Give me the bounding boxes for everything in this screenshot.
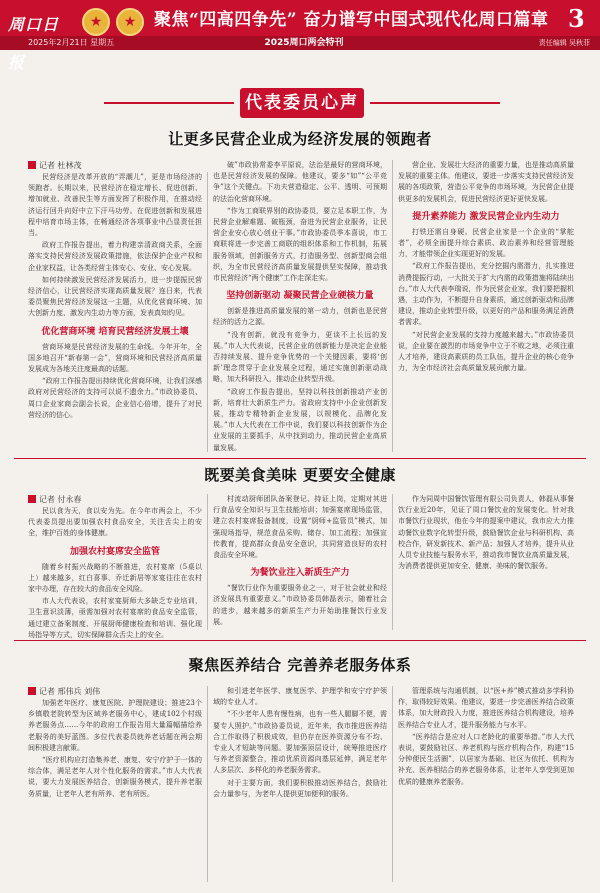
article1-paragraph: “政府工作报告提出，坚持以科技创新推动产业创新，培育壮大新质生产力。省政府支持中小企业创新发展，推动专精特新企业发展，以规模化、品牌化发展。”市人大代表在工作中说，我们要以科技创新作为企业发展的主要抓手，从中找到动力，推动民营企业高质量发展。 xyxy=(213,387,387,452)
article1-subhead-3: 提升素养能力 激发民营企业内生动力 xyxy=(412,211,560,222)
article3-headline: 聚焦医养结合 完善养老服务体系 xyxy=(188,656,412,674)
article1-paragraph: 政府工作报告提出，着力构建亲清政商关系，全面落实支持民营经济发展政策措施，依法保护企业产权和企业家权益，让各类经营主体安心、安业、安心发展。 xyxy=(28,241,202,272)
article3-byline xyxy=(28,686,100,697)
article2-byline xyxy=(28,494,82,505)
article2-byline-text: 记者 付永春 xyxy=(39,495,82,504)
article1-byline-text: 记者 杜林茂 xyxy=(39,161,82,170)
banner-rule-right xyxy=(370,102,500,104)
article1-paragraph: “政府工作报告提出，充分挖掘内需潜力，扎实推进消费提振行动，一大批关于扩大内需的政策措施将陆续出台。”市人大代表李瑞说，作为民营企业家，我们要把握机遇，主动作为，不断提升自身素质，通过创新驱动和品牌建设，推动企业转型升级，以更好的产品和服务满足消费者需求。 xyxy=(398,262,574,327)
article1-subhead-2: 坚持创新驱动 凝聚民营企业硬核力量 xyxy=(226,291,374,302)
article2-column-1 xyxy=(28,506,202,639)
article2-paragraph: “餐饮行业作为重要服务业之一，对于社会就业和经济发展具有重要意义。”市政协委员韩磊表示，随着社会的进步，越来越多的新质生产力开始助推餐饮行业发展。 xyxy=(213,584,387,626)
article1-column-3 xyxy=(398,160,574,375)
section-divider xyxy=(14,640,586,641)
article1-paragraph: “政府工作报告提出持续优化营商环境，让我们深感政府对民营经济的支持可以说不遗余力。”市政协委员、周口企业家商会副会长说，企业信心倍增，提升了对民营经济的信心。 xyxy=(28,377,202,419)
banner-label: 代表委员心声 xyxy=(245,93,359,113)
section-divider xyxy=(14,458,586,459)
article3-paragraph: “医疗机构应打造集养老、康复、安宁疗护于一体的综合体，满足老年人对个性化服务的需求。”市人大代表说，要大力发展医养结合，创新服务模式，提升养老服务质量，让老年人老有所养、老有所医。 xyxy=(28,756,202,798)
article2-paragraph: 作为同周中国餐饮管理有限公司负责人，韩磊从事餐饮行业近20年，见证了周口餐饮业的发展变化。针对我市餐饮行业现状，他在今年的提案中建议，我市应大力推动餐饮业数字化转型升级，鼓励餐饮企业与科研机构、高校合作，研发新技术、新产品；加强人才培养，提升从业人员专业技能与服务水平，推动我市餐饮业高质量发展，为消费者提供更加安全、健康、美味的餐饮服务。 xyxy=(398,495,574,571)
page-number: 3 xyxy=(568,4,585,33)
editor-credit: 责任编辑 吴秋菲 xyxy=(538,39,590,47)
page-slogan: 聚焦“四高四争先” 奋力谱写中国式现代化周口篇章 xyxy=(154,10,549,30)
article1-paragraph: 民营经济是改革开放的“弄潮儿”，更是市场经济的领跑者。长期以来，民营经济在稳定增长、促进创新、增加就业、改善民生等方面发挥了积极作用，在推动经济运行回升向好中立下汗马功劳。在促进创新和发展进程中培育市场主体，在畅通经济各项事业中凸显责任担当。 xyxy=(28,173,202,238)
byline-marker-icon xyxy=(28,495,36,503)
article1-column-2 xyxy=(213,160,387,455)
article2-column-3 xyxy=(398,494,574,632)
article3-paragraph: 管理系统与沟通机制，以“医+养”模式推动多学科协作，取得较好效果。他建议，要进一步完善医养结合政策体系，加大财政投入力度，推进医养结合机构建设，培养医养结合专业人才，提升服务能力与水平。 xyxy=(398,687,574,729)
column-rule xyxy=(392,160,393,452)
article3-paragraph: 加强老年医疗、康复医院、护理院建设；推进23个乡镇敬老院转型为区域养老服务中心，建成102个村级养老服务点……今年的政府工作报告用大量篇幅描绘养老服务的美好蓝图。多位代表委员就养老话题在两会期间积极建言献策。 xyxy=(28,699,202,752)
article2-paragraph: 村流动厨师团队备案登记、持证上岗，定期对其进行食品安全知识与卫生技能培训；加强宴席现场监管，建立农村宴席报备制度，设置“厨师+监管员”模式，加强现场指导，规范食品采购、储存、加工流程；加强宣传教育，提高群众食品安全意识，共同营造良好的农村食品安全环境。 xyxy=(213,495,387,560)
article2-paragraph: 民以食为天，食以安为先。在今年市两会上，不少代表委员提出要加强农村食品安全，关注舌尖上的安全，维护百姓的身体健康。 xyxy=(28,507,202,538)
article1-paragraph: 营企业、发展壮大经济的重要力量，也是推动高质量发展的重要主体。他建议，要进一步落实支持民营经济发展的各项政策，营造公平竞争的市场环境，为民营企业提供更多的发展机会，促进民营经济更好更快发展。 xyxy=(398,161,574,203)
party-emblem-icon: ★ xyxy=(82,8,110,36)
article2-column-2 xyxy=(213,494,387,632)
newspaper-logo: 周口日报 xyxy=(8,15,60,72)
article1-paragraph: 营商环境是民营经济发展的生命线。今年开年，全国多地召开“新春第一会”，营商环境和民营经济高质量发展成为各地关注度最高的话题。 xyxy=(28,342,202,374)
article1-subhead-1: 优化营商环境 培育民营经济发展土壤 xyxy=(41,326,189,337)
article3-column-2 xyxy=(213,686,387,884)
article1-paragraph: “没有创新，就没有竞争力，更谈不上长远的发展。”市人大代表说，民营企业的创新能力是决定企业能否持续发展、提升竞争优势的一个关键因素，要将‘创新’理念贯穿于企业发展全过程，通过实施创新驱动战略，加大科研投入，推动企业转型升级。 xyxy=(213,330,387,384)
column-rule xyxy=(207,172,208,452)
article2-paragraph: 随着乡村振兴战略的不断推进，农村宴席（5桌以上）越来越多，红白喜事、乔迁新居等家宴往往在农村家中办理，存在较大的食品安全风险。 xyxy=(28,562,202,594)
issue-date: 2025年2月21日 星期五 xyxy=(28,38,115,47)
article3-byline-text: 记者 邢伟兵 刘伟 xyxy=(39,687,101,696)
article3-paragraph: 对于主要方面，我们要积极推动医养结合，鼓励社会力量参与，为老年人提供更加便利的服务。 xyxy=(213,778,387,798)
byline-marker-icon xyxy=(28,161,36,169)
special-edition-label: 2025周口两会特刊 xyxy=(264,38,344,48)
article2-subhead-2: 为餐饮业注入新质生产力 xyxy=(250,568,350,579)
article1-paragraph: “对民营企业发展的支持力度越来越大。”市政协委员说，企业要在激烈的市场竞争中立于不败之地，必须注重人才培养，建设高素质的员工队伍，提升企业的核心竞争力，为全市经济社会高质量发展贡献力量。 xyxy=(398,330,574,373)
column-rule xyxy=(207,686,208,882)
byline-marker-icon xyxy=(28,687,36,695)
article1-paragraph: 破”市政协常委李平原说，法治是最好的营商环境，也是民营经济发展的保障。他建议，要多“如”“公平竞争”这个关键点。下功夫营造稳定、公平、透明、可预期的法治化营商环境。 xyxy=(213,161,387,203)
article3-paragraph: “医养结合是应对人口老龄化的重要举措。”市人大代表说，要鼓励社区、养老机构与医疗机构合作，构建“15分钟便民生活圈”，以居家为基础、社区为依托、机构为补充、医养相结合的养老服务体系，让老年人享受到更加优质的健康养老服务。 xyxy=(398,732,574,786)
article2-headline: 既要美食美味 更要安全健康 xyxy=(204,466,396,484)
article1-paragraph: 创新是推进高质量发展的第一动力，创新也是民营经济的活力之源。 xyxy=(213,307,387,327)
article3-paragraph: “不少老年人患有慢性病，也有一些人腿脚不便，需要专人照护。”市政协委员说，近年来，我市推进医养结合工作取得了积极成效，但仍存在医养资源分布不均、专业人才短缺等问题。要加强顶层设计，统筹推进医疗与养老资源整合，推动优质资源向基层延伸，满足老年人多层次、多样化的养老服务需求。 xyxy=(213,710,387,775)
article1-column-1 xyxy=(28,172,202,422)
masthead xyxy=(0,0,600,72)
banner-box xyxy=(240,88,364,118)
column-rule xyxy=(392,494,393,630)
article3-column-3 xyxy=(398,686,574,884)
article2-paragraph: 市人大代表说，农村家宴厨师大多缺乏专业培训，卫生意识淡薄，亟需加强对农村宴席的食品安全监管，通过建立备案制度、开展厨师健康检查和培训、强化现场指导等方式，切实保障群众舌尖上的安全。 xyxy=(28,597,202,639)
article1-paragraph: “作为工商联界别的政协委员，要立足本职工作，为民营企业解难题、破瓶颈，奋进为民营企业服务，让民营企业安心放心创业干事。”市政协委员季本喜说，市工商联将进一步完善工商联的组织体系和工作机制，拓展服务领域，创新服务方式，打造服务型、创新型商会组织，为全市民营经济高质量发展提供坚实保障，推动我市民营经济“两个健康”工作走深走实。 xyxy=(213,206,387,283)
article1-byline xyxy=(28,160,82,171)
article1-headline: 让更多民营企业成为经济发展的领跑者 xyxy=(168,130,432,148)
article2-subhead-1: 加强农村宴席安全监管 xyxy=(69,546,160,557)
article1-paragraph: 如何持续激发民营经济发展活力，进一步提振民营经济信心，让民营经济实现高质量发展？连日来，代表委员聚焦民营经济发展这一主题，从优化营商环境、加大创新力度、激发内生动力等方面，发表真知灼见。 xyxy=(28,275,202,318)
article3-column-1 xyxy=(28,698,202,884)
section-banner xyxy=(222,88,382,118)
column-rule xyxy=(207,494,208,630)
article1-paragraph: 打铁还需自身硬。民营企业家是一个企业的“掌舵者”，必须全面提升综合素质、政治素养和经营管理能力，才能带领企业实现更好的发展。 xyxy=(398,227,574,259)
article3-paragraph: 和引进老年医学、康复医学、护理学和安宁疗护领域的专业人才。 xyxy=(213,687,387,707)
column-rule xyxy=(392,686,393,882)
national-emblem-icon: ★ xyxy=(116,8,144,36)
banner-rule-left xyxy=(104,102,234,104)
